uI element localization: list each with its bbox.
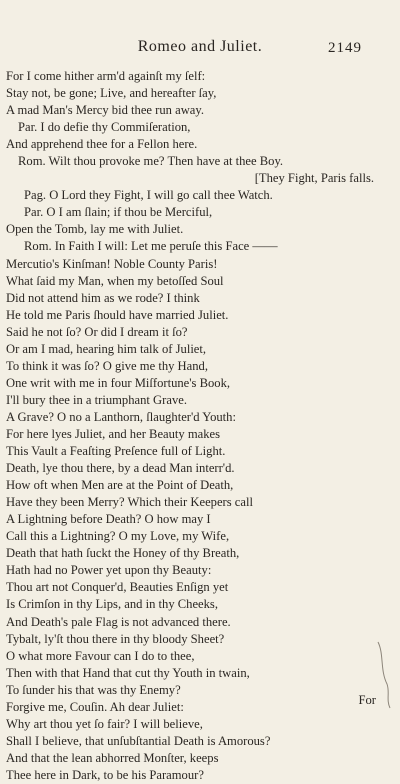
verse-line: Is Crimſon in thy Lips, and in thy Cheeks,	[6, 597, 218, 612]
speech-line: Par. O I am ſlain; if thou be Merciful,	[24, 205, 213, 220]
verse-line: For I come hither arm'd againſt my ſelf:	[6, 69, 206, 83]
verse-line: One writ with me in four Miſfortune's Book,	[6, 375, 231, 390]
verse-line: And Death's pale Flag is not advanced there.	[6, 614, 231, 629]
verse-line: A mad Man's Mercy bid thee run away.	[6, 103, 205, 118]
play-text	[6, 68, 376, 784]
verse-line: Tybalt, ly'ſt thou there in thy bloody Sheet?	[6, 631, 225, 646]
verse-line: Said he not ſo? Or did I dream it ſo?	[6, 324, 188, 339]
verse-line: Mercutio's Kinſman! Noble County Paris!	[6, 256, 218, 271]
verse-line: Shall I believe, that unſubſtantial Death is Amorous?	[6, 733, 271, 748]
verse-line: To ſunder his that was thy Enemy?	[6, 682, 181, 697]
margin-pencil-mark	[374, 640, 394, 710]
verse-line: Open the Tomb, lay me with Juliet.	[6, 222, 184, 237]
verse-line: I'll bury thee in a triumphant Grave.	[6, 392, 187, 407]
verse-line: To think it was ſo? O give me thy Hand,	[6, 358, 208, 373]
page-header	[0, 38, 400, 62]
verse-line: For here lyes Juliet, and her Beauty makes	[6, 426, 221, 441]
verse-line: Hath had no Power yet upon thy Beauty:	[6, 563, 212, 578]
page-number: 2149	[328, 40, 362, 56]
verse-line: Death, lye thou there, by a dead Man interr'd.	[6, 461, 235, 476]
verse-line: He told me Paris ſhould have married Juliet.	[6, 307, 229, 322]
speech-line: Par. I do defie thy Commiſeration,	[18, 120, 191, 135]
verse-line: Call this a Lightning? O my Love, my Wife,	[6, 529, 230, 544]
verse-line: Thee here in Dark, to be his Paramour?	[6, 767, 204, 782]
verse-line: A Lightning before Death? O how may I	[6, 512, 211, 527]
verse-line: Forgive me, Couſin. Ah dear Juliet:	[6, 699, 184, 714]
verse-line: And apprehend thee for a Fellon here.	[6, 137, 198, 152]
stage-direction: [They Fight, Paris falls.	[254, 171, 374, 186]
verse-line: O what more Favour can I do to thee,	[6, 648, 195, 663]
verse-line: What ſaid my Man, when my betoſſed Soul	[6, 273, 224, 288]
speech-line: Pag. O Lord they Fight, I will go call thee Watch.	[24, 188, 273, 203]
speech-line: Rom. Wilt thou provoke me? Then have at thee Boy.	[18, 154, 284, 169]
verse-line: Then with that Hand that cut thy Youth in twain,	[6, 665, 250, 680]
verse-line: Or am I mad, hearing him talk of Juliet,	[6, 341, 207, 356]
catchword: For	[358, 693, 376, 707]
running-title: Romeo and Juliet.	[137, 38, 263, 55]
speech-line: Rom. In Faith I will: Let me peruſe this Face ——	[24, 239, 278, 254]
verse-line: Stay not, be gone; Live, and hereafter ſay,	[6, 86, 217, 101]
verse-line: Thou art not Conquer'd, Beauties Enſign yet	[6, 580, 229, 595]
verse-line: Have they been Merry? Which their Keepers call	[6, 495, 253, 510]
verse-line: Why art thou yet ſo fair? I will believe,	[6, 716, 203, 731]
verse-line: Death that hath ſuckt the Honey of thy Breath,	[6, 546, 240, 561]
verse-line: How oft when Men are at the Point of Death,	[6, 478, 234, 493]
verse-line: This Vault a Feaſting Preſence full of Light.	[6, 444, 226, 459]
verse-line: A Grave? O no a Lanthorn, ſlaughter'd Youth:	[6, 409, 236, 424]
verse-line: Did not attend him as we rode? I think	[6, 290, 200, 305]
verse-line: And that the lean abhorred Monſter, keeps	[6, 750, 219, 765]
